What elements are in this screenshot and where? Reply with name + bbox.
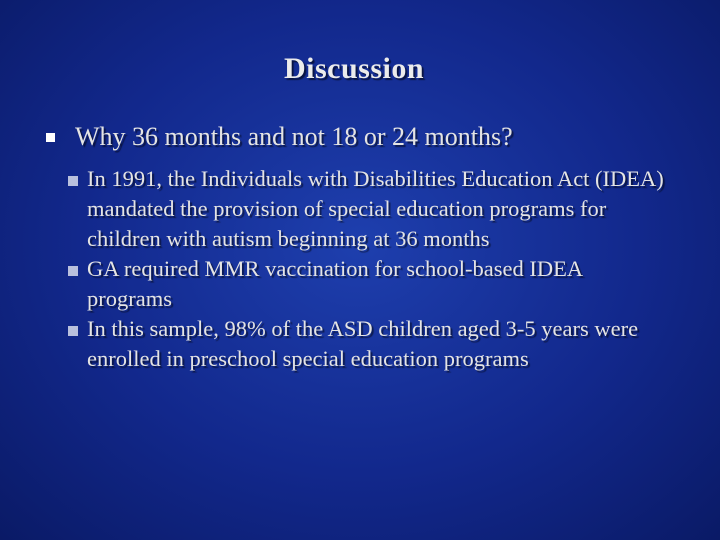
main-bullet-item	[46, 119, 686, 155]
sub-bullet-text: GA required MMR vaccination for school-based IDEA programs	[87, 256, 582, 311]
slide-title: Discussion	[283, 52, 425, 85]
sub-bullet-text: In this sample, 98% of the ASD children aged 3-5 years were enrolled in preschool special education programs	[87, 316, 639, 371]
sub-bullet-item	[68, 254, 668, 314]
square-bullet-icon	[68, 266, 78, 276]
square-bullet-icon	[68, 326, 78, 336]
square-bullet-icon	[46, 133, 55, 142]
sub-bullet-text: In 1991, the Individuals with Disabilities Education Act (IDEA) mandated the provision of special education programs for children with autism beginning at 36 months	[87, 166, 664, 251]
main-bullet-text: Why 36 months and not 18 or 24 months?	[75, 122, 513, 151]
sub-bullet-list	[68, 164, 668, 374]
square-bullet-icon	[68, 176, 78, 186]
sub-bullet-item	[68, 314, 668, 374]
sub-bullet-item	[68, 164, 668, 254]
